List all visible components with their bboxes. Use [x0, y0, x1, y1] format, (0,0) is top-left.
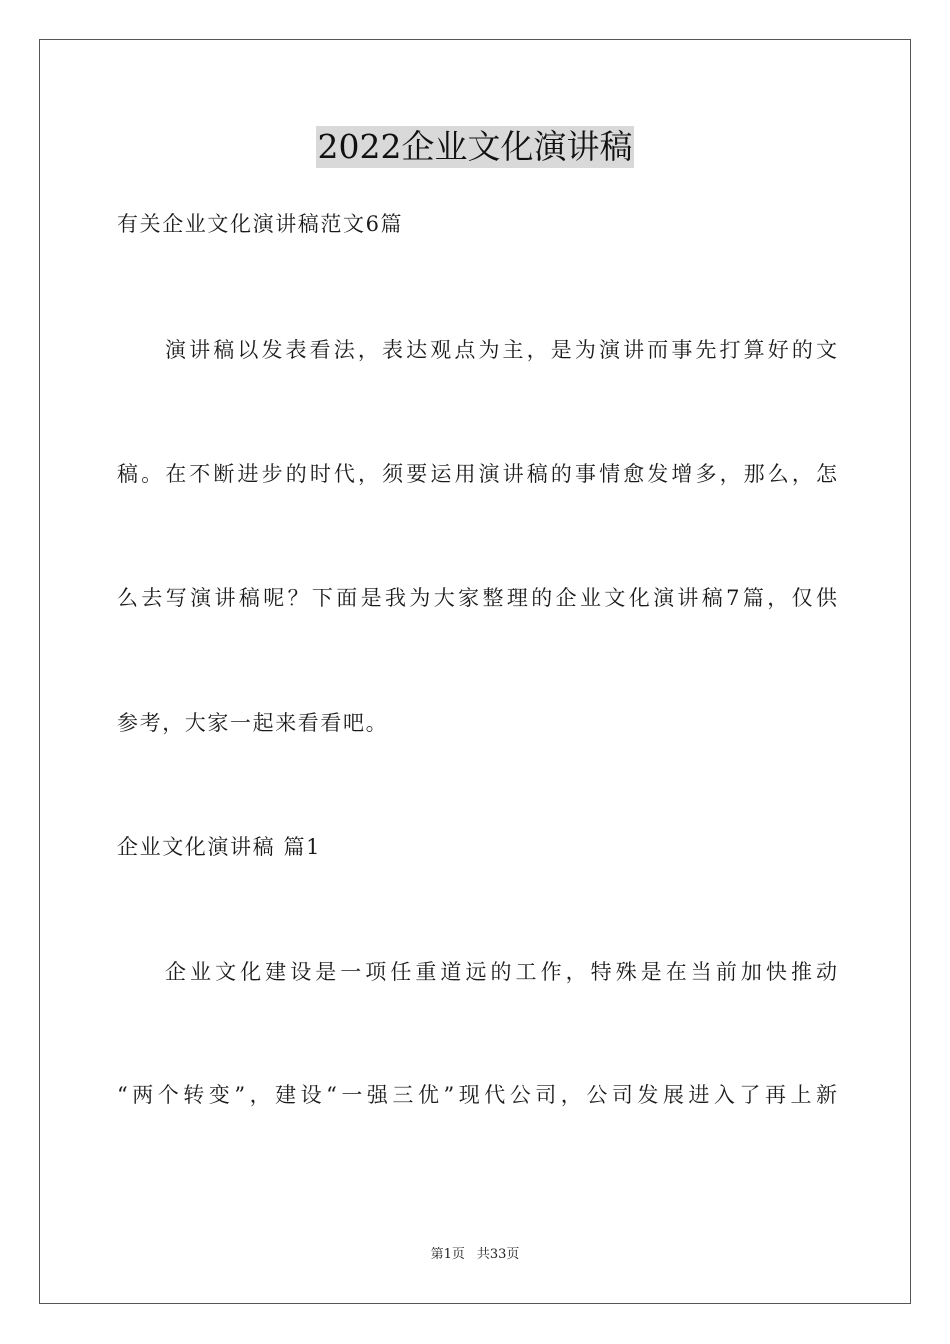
page-footer	[0, 1246, 950, 1264]
section-heading: 企业文化演讲稿 篇1	[117, 835, 322, 859]
section-line-2: “两个转变”，建设“一强三优”现代公司，公司发展进入了再上新	[117, 1083, 837, 1107]
title-container	[0, 126, 950, 168]
page-number-current: 第1页	[430, 1247, 465, 1262]
intro-line-3: 么去写演讲稿呢？下面是我为大家整理的企业文化演讲稿7篇，仅供	[117, 586, 837, 610]
document-title: 2022企业文化演讲稿	[317, 127, 633, 166]
intro-line-2: 稿。在不断进步的时代，须要运用演讲稿的事情愈发增多，那么，怎	[117, 462, 837, 486]
section-line-1: 企业文化建设是一项任重道远的工作，特殊是在当前加快推动	[165, 960, 837, 984]
page-number-total: 共33页	[476, 1247, 520, 1262]
document-subtitle: 有关企业文化演讲稿范文6篇	[117, 212, 404, 236]
intro-line-1: 演讲稿以发表看法，表达观点为主，是为演讲而事先打算好的文	[165, 338, 837, 362]
intro-line-4: 参考，大家一起来看看吧。	[117, 711, 389, 735]
